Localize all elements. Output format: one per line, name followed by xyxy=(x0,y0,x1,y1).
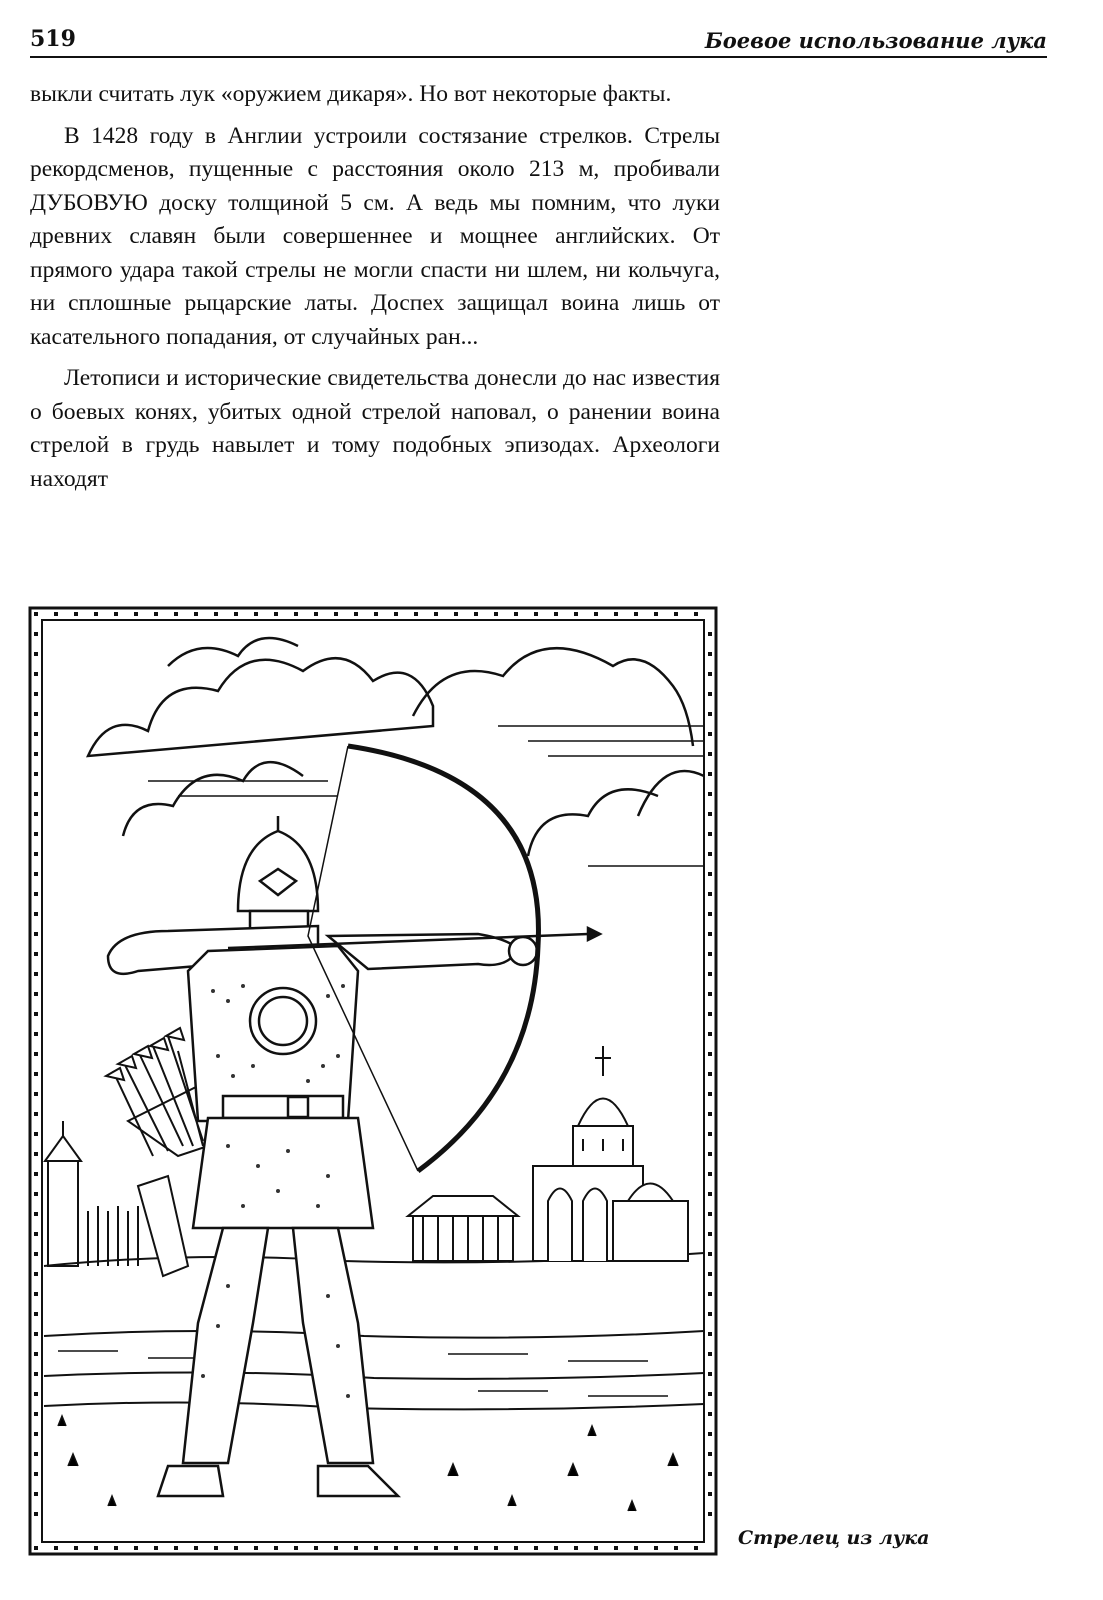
frame-dot xyxy=(34,1092,38,1096)
frame-dot xyxy=(708,1252,712,1256)
frame-dot xyxy=(708,1472,712,1476)
frame-dot xyxy=(674,1546,678,1550)
frame-dot xyxy=(708,1332,712,1336)
frame-dot xyxy=(34,1492,38,1496)
frame-dot xyxy=(708,1372,712,1376)
frame-dot xyxy=(34,1332,38,1336)
frame-dot xyxy=(674,612,678,616)
frame-dot xyxy=(34,1132,38,1136)
frame-dot xyxy=(708,1072,712,1076)
frame-dot xyxy=(314,1546,318,1550)
frame-dot xyxy=(708,852,712,856)
frame-dot xyxy=(634,612,638,616)
frame-dot xyxy=(708,832,712,836)
frame-dot xyxy=(694,1546,698,1550)
running-title: Боевое использование лука xyxy=(704,28,1047,53)
frame-dot xyxy=(574,612,578,616)
frame-dot xyxy=(34,752,38,756)
frame-dot xyxy=(274,612,278,616)
frame-dot xyxy=(434,612,438,616)
frame-dot xyxy=(34,872,38,876)
frame-dot xyxy=(708,952,712,956)
frame-dot xyxy=(708,912,712,916)
frame-dot xyxy=(314,612,318,616)
frame-dot xyxy=(554,612,558,616)
frame-dot xyxy=(354,612,358,616)
frame-dot xyxy=(708,1492,712,1496)
frame-dot xyxy=(654,1546,658,1550)
paragraph: Летописи и исторические свидетельства донесли до нас известия о боевых конях, убитых одной стрелой наповал, о ранении воина стрелой в грудь навылет и тому подобных эпизодах. Археологи находят xyxy=(30,365,720,492)
frame-dot xyxy=(708,892,712,896)
frame-dot xyxy=(74,1546,78,1550)
frame-dot xyxy=(34,992,38,996)
page-number: 519 xyxy=(30,26,76,52)
frame-dot xyxy=(34,1512,38,1516)
frame-dot xyxy=(708,1272,712,1276)
frame-dot xyxy=(708,1052,712,1056)
frame-dot xyxy=(34,712,38,716)
frame-dot xyxy=(394,612,398,616)
frame-dot xyxy=(334,1546,338,1550)
frame-dot xyxy=(574,1546,578,1550)
frame-dot xyxy=(34,1172,38,1176)
frame-dot xyxy=(34,732,38,736)
frame-dot xyxy=(708,1032,712,1036)
frame-dot xyxy=(554,1546,558,1550)
frame-dot xyxy=(34,1452,38,1456)
frame-dot xyxy=(514,612,518,616)
frame-dot xyxy=(414,1546,418,1550)
frame-dot xyxy=(514,1546,518,1550)
frame-dot xyxy=(454,612,458,616)
frame-dot xyxy=(454,1546,458,1550)
frame-dot xyxy=(74,612,78,616)
frame-dot xyxy=(114,1546,118,1550)
frame-dot xyxy=(708,1092,712,1096)
frame-dot xyxy=(634,1546,638,1550)
frame-dot xyxy=(34,952,38,956)
frame-dot xyxy=(34,772,38,776)
frame-dot xyxy=(474,612,478,616)
frame-dot xyxy=(294,1546,298,1550)
frame-dot xyxy=(534,1546,538,1550)
frame-dot xyxy=(34,1352,38,1356)
frame-dot xyxy=(708,972,712,976)
frame-dot xyxy=(34,1152,38,1156)
frame-dot xyxy=(254,612,258,616)
archer xyxy=(108,816,537,1496)
frame-dot xyxy=(34,1212,38,1216)
frame-dot xyxy=(374,1546,378,1550)
frame-dot xyxy=(708,712,712,716)
frame-dot xyxy=(708,752,712,756)
frame-dot xyxy=(708,1392,712,1396)
frame-dot xyxy=(708,1232,712,1236)
frame-dot xyxy=(194,612,198,616)
frame-dot xyxy=(708,672,712,676)
frame-dot xyxy=(34,1272,38,1276)
frame-dot xyxy=(194,1546,198,1550)
frame-dot xyxy=(34,812,38,816)
frame-dot xyxy=(708,1192,712,1196)
frame-dot xyxy=(708,1312,712,1316)
frame-dot xyxy=(708,1432,712,1436)
frame-dot xyxy=(34,1472,38,1476)
frame-dot xyxy=(294,612,298,616)
frame-dot xyxy=(374,612,378,616)
frame-dot xyxy=(708,992,712,996)
frame-dot xyxy=(274,1546,278,1550)
frame-dot xyxy=(34,612,38,616)
frame-dot xyxy=(34,1372,38,1376)
paragraph: В 1428 году в Англии устроили состязание стрелков. Стрелы рекордсменов, пущенные с расстояния около 213 м, пробивали ДУБОВУЮ доску толщиной 5 см. А ведь мы помним, что луки древних славян были совершеннее и мощнее английских. От прямого удара такой стрелы не могли спасти ни шлем, ни кольчуга, ни сплошные рыцарские латы. Доспех защищал воина лишь от касательного попадания, от случайных ран... xyxy=(30,122,720,350)
frame-dot xyxy=(34,972,38,976)
frame-dot xyxy=(34,632,38,636)
landscape xyxy=(44,1253,704,1409)
frame-dot xyxy=(694,612,698,616)
frame-dot xyxy=(708,652,712,656)
frame-dot xyxy=(334,612,338,616)
frame-dot xyxy=(708,1512,712,1516)
frame-dot xyxy=(174,612,178,616)
frame-dot xyxy=(34,1072,38,1076)
frame-dot xyxy=(214,612,218,616)
frame-dot xyxy=(34,1312,38,1316)
frame-dot xyxy=(34,892,38,896)
sky-hatching xyxy=(148,726,704,866)
frame-dot xyxy=(708,1352,712,1356)
frame-dot xyxy=(594,1546,598,1550)
frame-dot xyxy=(34,1432,38,1436)
frame-dot xyxy=(708,1132,712,1136)
frame-dot xyxy=(474,1546,478,1550)
frame-dot xyxy=(354,1546,358,1550)
frame-dot xyxy=(708,1112,712,1116)
frame-dot xyxy=(94,612,98,616)
frame-dot xyxy=(54,612,58,616)
frame-dot xyxy=(708,1292,712,1296)
frame-dot xyxy=(534,612,538,616)
frame-dot xyxy=(654,612,658,616)
paragraph: выкли считать лук «оружием дикаря». Но вот некоторые факты. xyxy=(30,81,672,107)
church xyxy=(533,1046,688,1261)
frame-dot xyxy=(34,672,38,676)
frame-dot xyxy=(708,1172,712,1176)
frame-dot xyxy=(34,1192,38,1196)
frame-dot xyxy=(34,832,38,836)
frame-dot xyxy=(494,612,498,616)
frame-dot xyxy=(34,1052,38,1056)
frame-dot xyxy=(494,1546,498,1550)
frame-dot xyxy=(34,1112,38,1116)
frame-dot xyxy=(114,612,118,616)
frame-dot xyxy=(708,812,712,816)
frame-dot xyxy=(94,1546,98,1550)
frame-dot xyxy=(34,852,38,856)
frame-dot xyxy=(34,912,38,916)
frame-dot xyxy=(34,1012,38,1016)
frame-dot xyxy=(174,1546,178,1550)
frame-dot xyxy=(34,692,38,696)
archer-illustration xyxy=(28,606,718,1556)
body-text xyxy=(30,78,720,504)
frame-dot xyxy=(708,632,712,636)
frame-dot xyxy=(708,1412,712,1416)
frame-dot xyxy=(234,612,238,616)
frame-dot xyxy=(34,652,38,656)
illustration-drawing xyxy=(28,606,718,1556)
frame-dot xyxy=(154,1546,158,1550)
frame-dot xyxy=(134,1546,138,1550)
frame-dot xyxy=(708,872,712,876)
frame-dot xyxy=(34,932,38,936)
frame-dot xyxy=(708,1152,712,1156)
frame-dot xyxy=(34,1032,38,1036)
frame-dot xyxy=(708,1452,712,1456)
clouds xyxy=(88,638,704,856)
frame-dot xyxy=(54,1546,58,1550)
frame-dot xyxy=(708,772,712,776)
frame-dot xyxy=(134,612,138,616)
frame-dot xyxy=(34,1546,38,1550)
frame-dot xyxy=(614,1546,618,1550)
frame-dot xyxy=(708,1212,712,1216)
frame-dot xyxy=(708,692,712,696)
frame-dot xyxy=(234,1546,238,1550)
frame-dot xyxy=(34,792,38,796)
frame-dot xyxy=(394,1546,398,1550)
figure-caption: Стрелец из лука xyxy=(738,1527,930,1549)
frame-dot xyxy=(708,732,712,736)
frame-dot xyxy=(34,1412,38,1416)
frame-dot xyxy=(154,612,158,616)
frame-dot xyxy=(708,792,712,796)
frame-dot xyxy=(414,612,418,616)
frame-dot xyxy=(34,1292,38,1296)
frame-dot xyxy=(614,612,618,616)
running-header xyxy=(30,26,1047,58)
frame-dot xyxy=(214,1546,218,1550)
frame-dot xyxy=(34,1392,38,1396)
frame-dot xyxy=(708,1012,712,1016)
frame-dot xyxy=(434,1546,438,1550)
frame-dot xyxy=(34,1232,38,1236)
frame-dot xyxy=(34,1252,38,1256)
frame-dot xyxy=(594,612,598,616)
frame-dot xyxy=(254,1546,258,1550)
frame-dot xyxy=(708,932,712,936)
